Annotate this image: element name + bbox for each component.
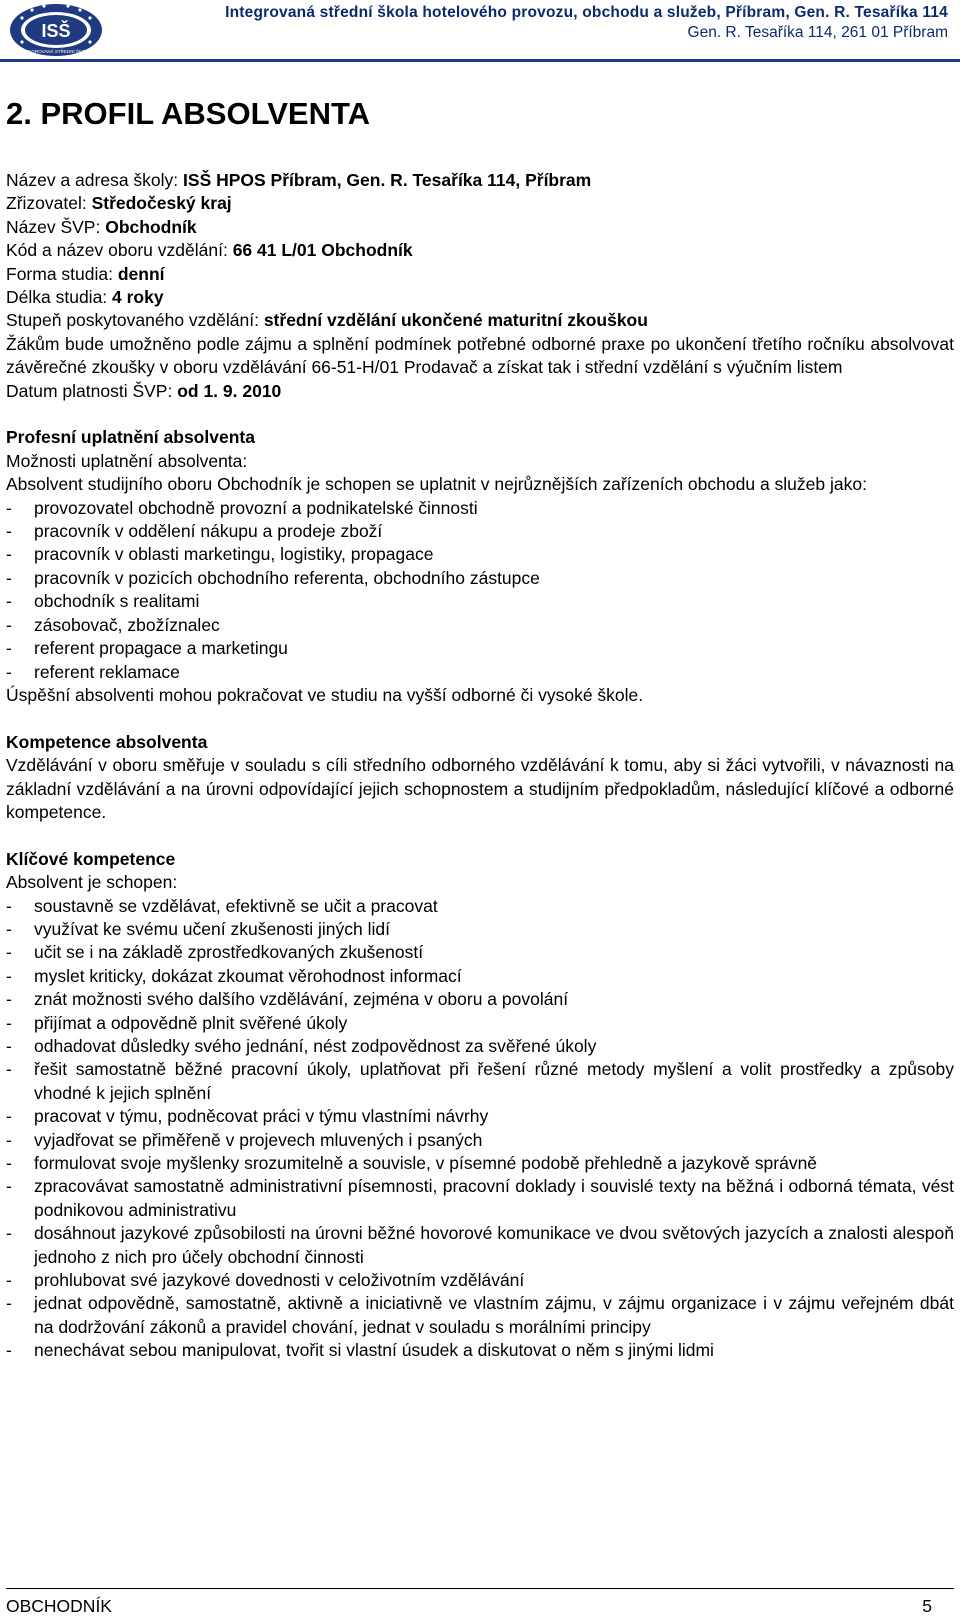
page-header — [0, 0, 960, 62]
info-school-address: Název a adresa školy: ISŠ HPOS Příbram, Gen. R. Tesaříka 114, Příbram — [6, 170, 592, 190]
list-item: - myslet kriticky, dokázat zkoumat věrohodnost informací — [6, 965, 954, 988]
info-validity: Datum platnosti ŠVP: od 1. 9. 2010 — [6, 380, 282, 401]
footer-divider — [6, 1588, 954, 1589]
info-field-code: Kód a název oboru vzdělání: 66 41 L/01 Obchodník — [6, 240, 413, 261]
profession-outro: Úspěšní absolventi mohou pokračovat ve studiu na vyšší odborné či vysoké škole. — [6, 684, 644, 705]
page-title: 2. PROFIL ABSOLVENTA — [6, 96, 370, 131]
competence-text: Vzdělávání v oboru směřuje v souladu s cíli středního odborného vzdělávání k tomu, aby si žáci vytvořili, v návaznosti na základní vzdělávání a na úrovni odpovídající jejich schopnostem a studijním předpokladům, následující klíčové a odborné kompetence. — [6, 755, 954, 822]
info-education-level: Stupeň poskytovaného vzdělání: střední vzdělání ukončené maturitní zkouškou — [6, 310, 648, 331]
profession-intro: Absolvent studijního oboru Obchodník je schopen se uplatnit v nejrůznějších zařízeních obchodu a služeb jako: — [6, 474, 867, 495]
info-founder: Zřizovatel: Středočeský kraj — [6, 193, 232, 214]
svg-text:INTEGROVANÁ STŘEDNÍ ŠKOLA: INTEGROVANÁ STŘEDNÍ ŠKOLA — [21, 49, 91, 54]
key-competence-list — [6, 895, 954, 1363]
document-body — [6, 95, 954, 1363]
list-item: - nenechávat sebou manipulovat, tvořit si vlastní úsudek a diskutovat o něm s jinými lidmi — [6, 1339, 954, 1362]
page-number: 5 — [922, 1596, 932, 1616]
footer-label: OBCHODNÍK — [6, 1596, 112, 1616]
list-item: - soustavně se vzdělávat, efektivně se učit a pracovat — [6, 895, 954, 918]
list-item: - využívat ke svému učení zkušenosti jiných lidí — [6, 918, 954, 941]
list-item: - referent reklamace — [6, 661, 954, 684]
header-address: Gen. R. Tesaříka 114, 261 01 Příbram — [687, 24, 948, 41]
list-item: - pracovník v pozicích obchodního referenta, obchodního zástupce — [6, 567, 954, 590]
competence-section — [6, 731, 954, 825]
list-item: - obchodník s realitami — [6, 590, 954, 613]
list-item: - zpracovávat samostatně administrativní písemnosti, pracovní doklady i souvislé texty na běžná i odborná témata, vést podnikovou administrativu — [6, 1175, 954, 1222]
list-item: - referent propagace a marketingu — [6, 637, 954, 660]
info-note: Žákům bude umožněno podle zájmu a splnění podmínek potřebné odborné praxe po ukončení třetího ročníku absolvovat závěrečné zkoušky v oboru vzdělávání 66-51-H/01 Prodavač a získat tak i střední vzdělání s výučním listem — [6, 333, 954, 378]
school-logo — [8, 2, 104, 58]
key-competence-section — [6, 848, 954, 1363]
list-item: - odhadovat důsledky svého jednání, nést zodpovědnost za svěřené úkoly — [6, 1035, 954, 1058]
header-school-name: Integrovaná střední škola hotelového provozu, obchodu a služeb, Příbram, Gen. R. Tesaříka 114 — [225, 4, 948, 21]
key-competence-intro: Absolvent je schopen: — [6, 872, 178, 893]
page-footer — [0, 1588, 960, 1617]
list-item: - učit se i na základě zprostředkovaných zkušeností — [6, 941, 954, 964]
key-competence-heading: Klíčové kompetence — [6, 848, 176, 869]
list-item: - vyjadřovat se přiměřeně v projevech mluvených i psaných — [6, 1129, 954, 1152]
header-divider — [0, 59, 960, 62]
profession-section — [6, 426, 954, 707]
competence-heading: Kompetence absolventa — [6, 731, 208, 752]
info-block — [6, 169, 954, 403]
list-item: - řešit samostatně běžné pracovní úkoly, uplatňovat při řešení různé metody myšlení a volit prostředky a způsoby vhodné k jejich splnění — [6, 1058, 954, 1105]
list-item: - formulovat svoje myšlenky srozumitelně a souvisle, v písemné podobě přehledně a jazykově správně — [6, 1152, 954, 1175]
profession-heading: Profesní uplatnění absolventa — [6, 427, 255, 448]
list-item: - pracovník v oblasti marketingu, logistiky, propagace — [6, 543, 954, 566]
list-item: - přijímat a odpovědně plnit svěřené úkoly — [6, 1012, 954, 1035]
info-svp-name: Název ŠVP: Obchodník — [6, 216, 197, 237]
list-item: - jednat odpovědně, samostatně, aktivně a iniciativně ve vlastním zájmu, v zájmu organizace i v zájmu veřejném dbát na dodržování zákonů a pravidel chování, jednat v souladu s morálními principy — [6, 1292, 954, 1339]
list-item: - provozovatel obchodně provozní a podnikatelské činnosti — [6, 497, 954, 520]
svg-text:ISŠ: ISŠ — [41, 21, 71, 41]
list-item: - zásobovač, zbožíznalec — [6, 614, 954, 637]
list-item: - pracovat v týmu, podněcovat práci v týmu vlastními návrhy — [6, 1105, 954, 1128]
list-item: - pracovník v oddělení nákupu a prodeje zboží — [6, 520, 954, 543]
info-study-form: Forma studia: denní — [6, 263, 165, 284]
list-item: - znát možnosti svého dalšího vzdělávání, zejména v oboru a povolání — [6, 988, 954, 1011]
list-item: - prohlubovat své jazykové dovednosti v celoživotním vzdělávání — [6, 1269, 954, 1292]
list-item: - dosáhnout jazykové způsobilosti na úrovni běžné hovorové komunikace ve dvou světových jazycích a znalosti alespoň jednoho z nich pro účely obchodní činnosti — [6, 1222, 954, 1269]
profession-subheading: Možnosti uplatnění absolventa: — [6, 450, 248, 471]
info-study-length: Délka studia: 4 roky — [6, 287, 164, 308]
profession-list — [6, 497, 954, 684]
